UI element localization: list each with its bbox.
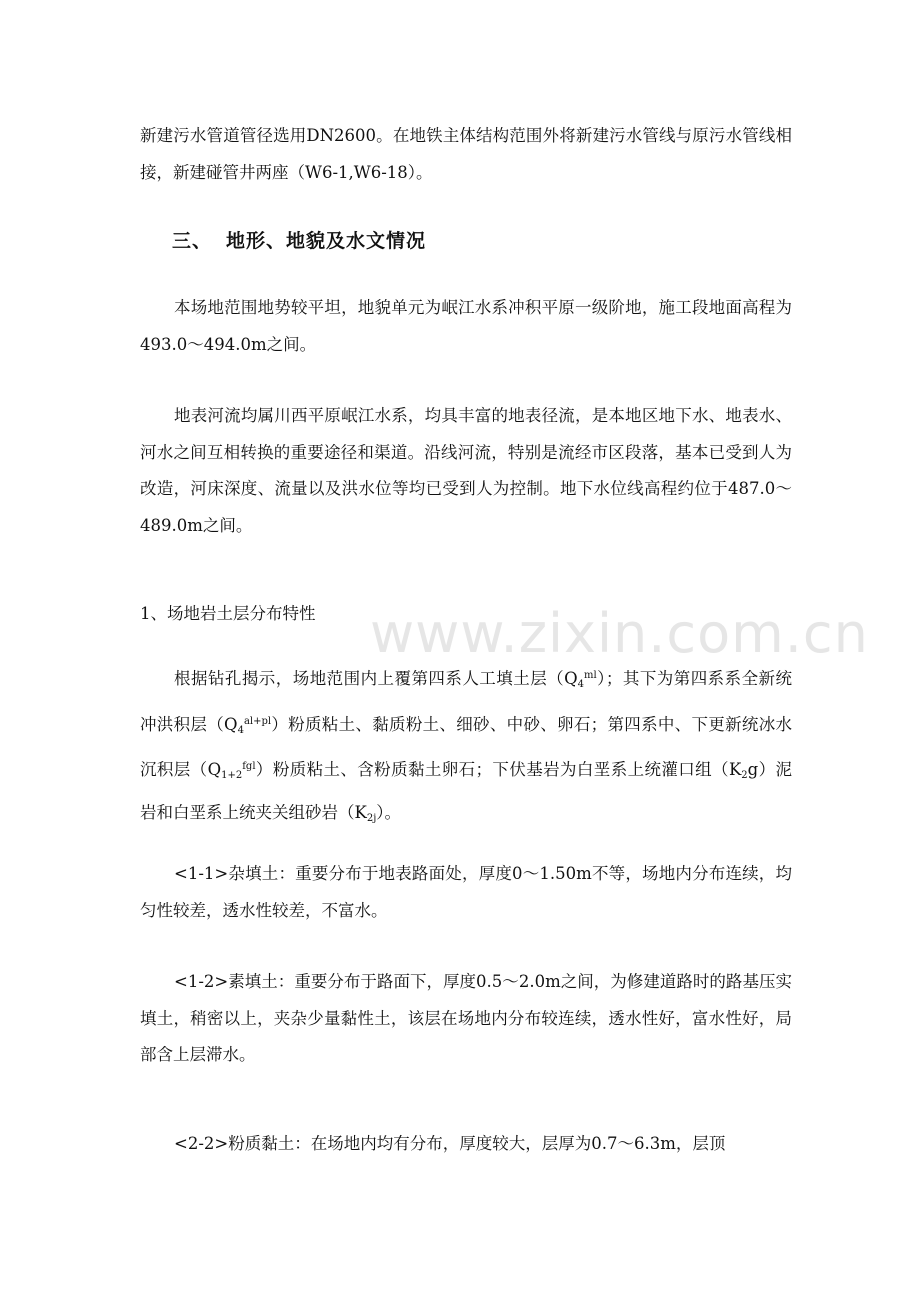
strata-sup-1: ml — [584, 670, 597, 681]
section-heading — [172, 226, 426, 253]
strata-text-6: ）。 — [376, 802, 402, 822]
strata-sub-1: 4 — [577, 679, 585, 690]
strata-text-2: ）；其下为第四系系全新统冲洪积层（Q — [140, 669, 793, 734]
strata-sub-2: 4 — [237, 724, 244, 736]
watermark: www.zixin.com.cn — [370, 602, 869, 665]
paragraph-layer-1-2: <1-2>素填土：重要分布于路面下，厚度0.5～2.0m之间，为修建道路时的路基压实填土，稍密以上，夹杂少量黏性土，该层在场地内分布较连续，透水性好，富水性好，局部含上层滞水。 — [140, 972, 792, 1065]
paragraph-hydrology: 地表河流均属川西平原岷江水系，均具丰富的地表径流，是本地区地下水、地表水、河水之间互相转换的重要途径和渠道。沿线河流，特别是流经市区段落，基本已受到人为改造，河床深度、流量以及洪水位等均已受到人为控制。地下水位线高程约位于487.0～489.0m之间。 — [140, 406, 792, 535]
strata-sub-3: 1+2 — [221, 770, 243, 782]
strata-sub-4: 2 — [741, 770, 748, 782]
strata-sub-5: 2j — [366, 812, 377, 824]
paragraph-strata — [140, 658, 792, 837]
paragraph-terrain: 本场地范围地势较平坦，地貌单元为岷江水系冲积平原一级阶地，施工段地面高程为493.0～494.0m之间。 — [140, 298, 792, 354]
strata-sup-2: al+pl — [243, 715, 272, 727]
strata-text-3: ）粉质粘土、黏质粉土、细砂、中砂、卵石；第四系中、下更新统冰水沉积层（Q — [140, 714, 793, 780]
strata-text-1: 根据钻孔揭示，场地范围内上覆第四系人工填土层（Q — [174, 669, 578, 688]
paragraph-layer-2-2: <2-2>粉质黏土：在场地内均有分布，厚度较大，层厚为0.7～6.3m，层顶 — [174, 1134, 726, 1153]
paragraph-intro: 新建污水管道管径选用DN2600。在地铁主体结构范围外将新建污水管线与原污水管线相接，新建碰管井两座（W6-1,W6-18）。 — [140, 126, 792, 182]
section-title: 地形、地貌及水文情况 — [226, 230, 427, 252]
subheading-strata: 1、场地岩土层分布特性 — [140, 604, 316, 623]
section-number: 三、 — [172, 230, 213, 252]
strata-text-4: ）粉质粘土、含粉质黏土卵石；下伏基岩为白垩系上统灌口组（K — [255, 760, 742, 780]
strata-text-5: g）泥岩和白垩系上统夹关组砂岩（K — [140, 760, 793, 822]
paragraph-layer-1-1: <1-1>杂填土：重要分布于地表路面处，厚度0～1.50m不等，场地内分布连续，均匀性较差，透水性较差，不富水。 — [140, 864, 792, 920]
strata-sup-3: fgl — [242, 761, 256, 773]
